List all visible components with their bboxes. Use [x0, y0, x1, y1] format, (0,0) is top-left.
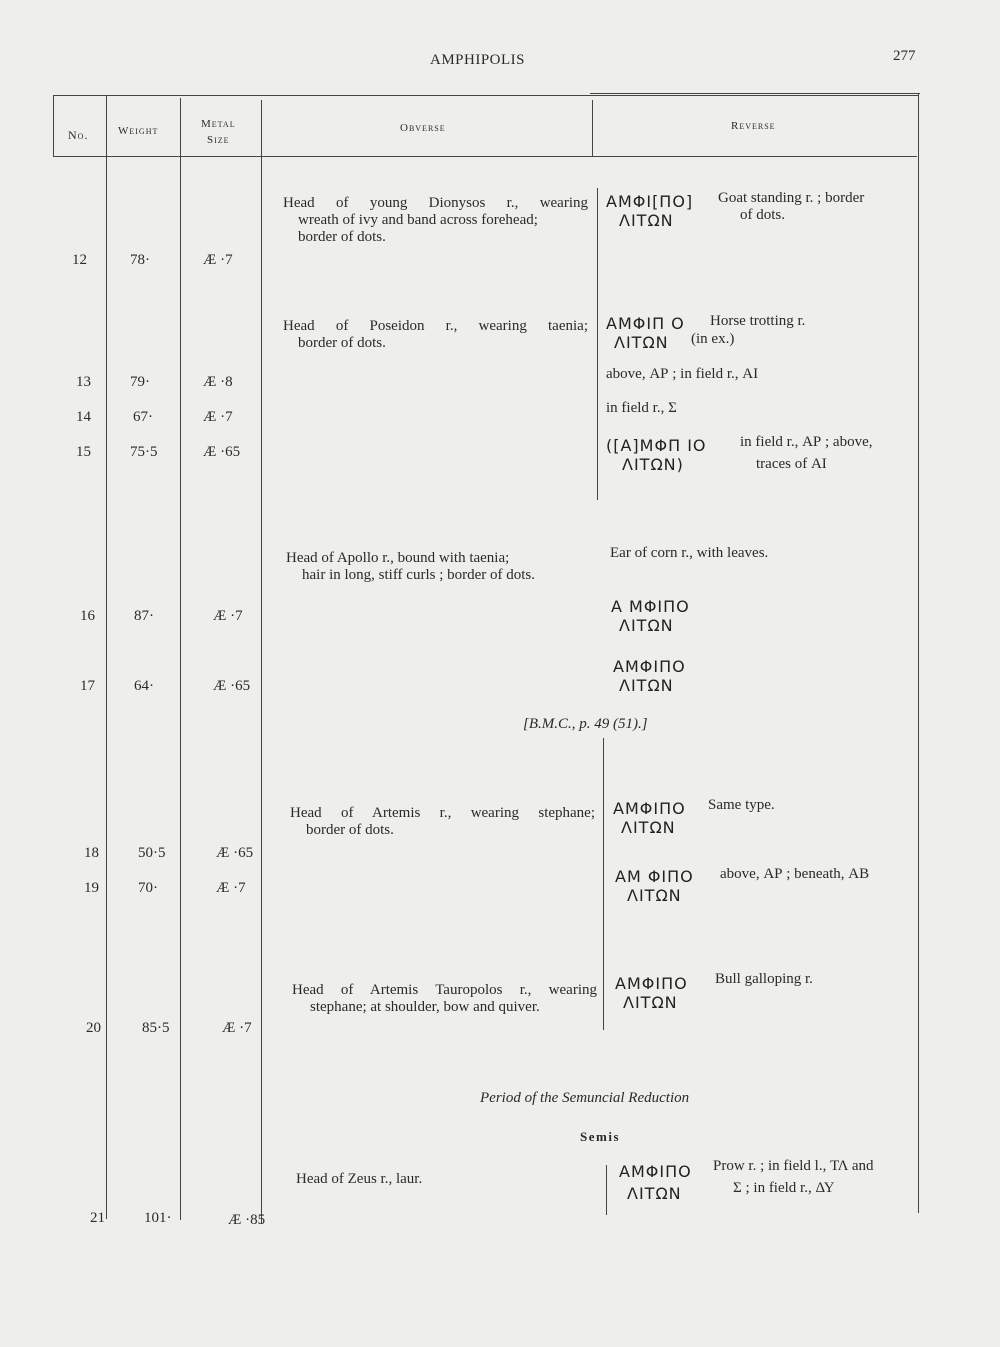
- reverse-g2-exergue: (in ex.): [691, 331, 735, 347]
- row-weight: 75·5: [130, 444, 158, 460]
- reverse-note-r14: in field r., Σ: [606, 400, 677, 416]
- legend-line: ΛΙΤΩΝ: [623, 993, 678, 1012]
- right-border: [918, 93, 919, 1213]
- row-weight: 70·: [138, 880, 158, 896]
- legend-g5: [615, 974, 688, 1012]
- obverse-line: wreath of ivy and band across forehead;: [298, 212, 538, 228]
- obverse-g2: [283, 318, 588, 352]
- obverse-line: Head of young Dionysos r., wearing: [283, 195, 588, 211]
- legend-g1: [606, 192, 693, 230]
- legend-line: ΑΜΦΙΠΟ: [613, 799, 686, 818]
- obverse-line: Head of Poseidon r., wearing taenia;: [283, 318, 588, 334]
- col-rule-obverse: [592, 100, 593, 156]
- reverse-rule-3: [606, 1165, 607, 1215]
- legend-line: ([Α]ΜΦΠ ΙΟ: [606, 436, 707, 455]
- legend-line: ΑΜΦΙΠΟ: [615, 974, 688, 993]
- row-weight: 78·: [130, 252, 150, 268]
- reverse-line: in field r., ΑΡ ; above,: [740, 434, 873, 450]
- reverse-note-r19: above, ΑΡ ; beneath, ΑΒ: [720, 866, 870, 882]
- obverse-g4: [290, 805, 595, 839]
- obverse-g6: Head of Zeus r., laur.: [296, 1171, 423, 1187]
- obverse-line: Head of Apollo r., bound with taenia;: [286, 550, 510, 566]
- legend-line: ΑΜΦΙΠΟ: [613, 657, 686, 676]
- row-metal-size: Æ ·65: [216, 845, 254, 861]
- reverse-rule-1: [597, 188, 598, 500]
- period-heading: Period of the Semuncial Reduction: [480, 1090, 690, 1106]
- row-metal-size: Æ ·7: [213, 608, 243, 624]
- reverse-g2-type: Horse trotting r.: [710, 313, 806, 329]
- row-no: 15: [76, 444, 91, 460]
- legend-line: ΑΜ ΦΙΠΟ: [615, 867, 694, 886]
- header-size: Size: [207, 134, 230, 146]
- legend-r16: [611, 597, 690, 635]
- row-weight: 50·5: [138, 845, 166, 861]
- reverse-g5: Bull galloping r.: [715, 971, 813, 987]
- header-obverse: Obverse: [400, 122, 446, 134]
- row-weight: 67·: [133, 409, 153, 425]
- obverse-line: Head of Artemis r., wearing stephane;: [290, 805, 595, 821]
- row-metal-size: Æ ·8: [203, 374, 233, 390]
- denomination-heading: Semis: [580, 1129, 620, 1144]
- legend-line: ΛΙΤΩΝ: [619, 211, 674, 230]
- col-rule-no: [106, 96, 107, 1219]
- row-metal-size: Æ ·7: [203, 409, 233, 425]
- row-weight: 79·: [130, 374, 150, 390]
- legend-line: ΛΙΤΩΝ: [614, 333, 669, 352]
- legend-g2: [606, 314, 685, 352]
- legend-line: ΛΙΤΩΝ: [621, 818, 676, 837]
- row-metal-size: Æ ·65: [213, 678, 251, 694]
- reverse-line: traces of ΑΙ: [756, 456, 827, 472]
- obverse-line: border of dots.: [306, 822, 394, 838]
- row-no: 21: [90, 1210, 105, 1226]
- legend-line: Α ΜΦΙΠΟ: [611, 597, 690, 616]
- row-metal-size: Æ ·85: [228, 1212, 266, 1228]
- row-metal-size: Æ ·65: [203, 444, 241, 460]
- table-top-rule-right: [590, 93, 920, 94]
- header-reverse: Reverse: [731, 120, 776, 132]
- legend-line: ΛΙΤΩΝ: [619, 616, 674, 635]
- legend-line: ΑΜΦΙΠΟ: [619, 1162, 692, 1181]
- reverse-g4: Same type.: [708, 797, 775, 813]
- reverse-line: Goat standing r. ; border: [718, 190, 865, 206]
- legend-g4: [613, 799, 686, 837]
- reverse-rule-2: [603, 738, 604, 1030]
- row-no: 19: [84, 880, 99, 896]
- reverse-g6: [713, 1158, 874, 1197]
- col-rule-metal: [261, 100, 262, 1224]
- row-no: 14: [76, 409, 91, 425]
- row-no: 13: [76, 374, 91, 390]
- legend-line: ΑΜΦΙΠ Ο: [606, 314, 685, 333]
- reverse-line: Prow r. ; in field l., ΤΛ and: [713, 1158, 874, 1174]
- table-top-rule: [53, 95, 919, 96]
- row-weight: 64·: [134, 678, 154, 694]
- legend-line: ΛΙΤΩΝ): [622, 455, 684, 474]
- reverse-g1: [718, 190, 864, 224]
- legend-g6: [619, 1162, 692, 1203]
- left-border: [53, 95, 54, 157]
- row-no: 16: [80, 608, 95, 624]
- row-weight: 101·: [144, 1210, 172, 1226]
- row-metal-size: Æ ·7: [222, 1020, 252, 1036]
- obverse-line: stephane; at shoulder, bow and quiver.: [310, 999, 540, 1015]
- header-bottom-rule: [53, 156, 917, 157]
- reverse-note-r13: above, ΑΡ ; in field r., ΑΙ: [606, 366, 759, 382]
- obverse-g1: [283, 195, 588, 246]
- row-metal-size: Æ ·7: [216, 880, 246, 896]
- running-head: AMPHIPOLIS: [430, 52, 526, 68]
- legend-line: ΛΙΤΩΝ: [627, 1184, 682, 1203]
- legend-r15: [606, 436, 707, 474]
- bmc-reference: [B.M.C., p. 49 (51).]: [523, 716, 648, 732]
- obverse-line: Head of Artemis Tauropolos r., wearing: [292, 982, 597, 998]
- row-no: 12: [72, 252, 87, 268]
- header-weight: Weight: [118, 125, 159, 137]
- obverse-line: border of dots.: [298, 229, 386, 245]
- legend-line: ΛΙΤΩΝ: [619, 676, 674, 695]
- obverse-g3: [286, 550, 535, 584]
- reverse-note-r15: [740, 434, 872, 473]
- reverse-line: Σ ; in field r., ΔΥ: [733, 1180, 835, 1196]
- row-weight: 87·: [134, 608, 154, 624]
- header-metal: Metal: [201, 118, 236, 130]
- row-no: 18: [84, 845, 99, 861]
- row-no: 20: [86, 1020, 101, 1036]
- legend-r17: [613, 657, 686, 695]
- header-no: No.: [68, 128, 89, 142]
- row-no: 17: [80, 678, 95, 694]
- obverse-g5: [292, 982, 597, 1016]
- reverse-line: of dots.: [740, 207, 785, 223]
- page-number: 277: [893, 48, 916, 64]
- obverse-line: hair in long, stiff curls ; border of dots.: [302, 567, 536, 583]
- col-rule-weight: [180, 98, 181, 1220]
- reverse-g3: Ear of corn r., with leaves.: [610, 545, 769, 561]
- row-metal-size: Æ ·7: [203, 252, 233, 268]
- obverse-line: border of dots.: [298, 335, 386, 351]
- legend-line: ΑΜΦΙ[ΠΟ]: [606, 192, 694, 211]
- row-weight: 85·5: [142, 1020, 170, 1036]
- legend-line: ΛΙΤΩΝ: [627, 886, 682, 905]
- legend-r19: [615, 867, 694, 905]
